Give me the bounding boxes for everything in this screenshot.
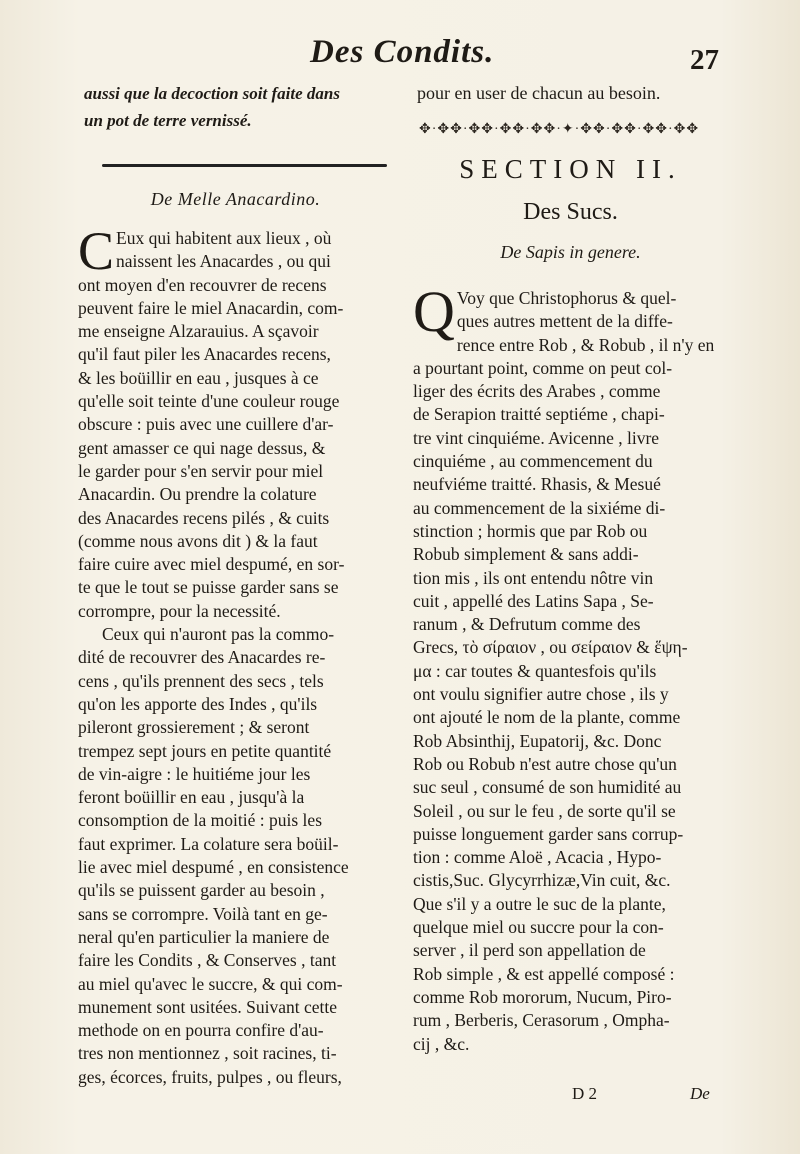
text-line: qu'il faut piler les Anacardes recens, — [78, 344, 331, 365]
signature-mark: D 2 — [572, 1084, 598, 1103]
text-line: sans se corrompre. Voilà tant en ge- — [78, 903, 328, 924]
text-line: munement sont usitées. Suivant cette — [78, 996, 338, 1017]
subheading-sapis-in-genere: De Sapis in genere. — [500, 242, 641, 262]
continuation-line: un pot de terre vernissé. — [84, 111, 252, 130]
text-line: ques autres mettent de la diffe- — [456, 311, 673, 332]
text-line: stinction ; hormis que par Rob ou — [413, 520, 648, 541]
text-line: Rob simple , & est appellé composé : — [413, 963, 675, 984]
text-line: pileront grossierement ; & seront — [78, 717, 310, 738]
text-line: tion : comme Aloë , Acacia , Hypo- — [413, 847, 662, 868]
text-line: des Anacardes recens pilés , & cuits — [78, 507, 330, 528]
text-line: liger des écrits des Arabes , comme — [413, 381, 661, 402]
text-line: neufviéme traitté. Rhasis, & Mesué — [413, 474, 661, 495]
text-line: faut exprimer. La colature sera boüil- — [78, 833, 339, 854]
text-line: qu'ils se puissent garder au besoin , — [78, 880, 325, 901]
text-line: tion mis , ils ont entendu nôtre vin — [413, 567, 654, 588]
text-line: cuit , appellé des Latins Sapa , Se- — [413, 590, 654, 611]
section-subtitle: Des Sucs. — [523, 199, 618, 225]
text-line: server , il perd son appellation de — [413, 940, 646, 961]
text-line: Eux qui habitent aux lieux , où — [116, 228, 332, 248]
ornamental-band: ✥·✥✥·✥✥·✥✥·✥✥·✦·✥✥·✥✥·✥✥·✥✥ — [419, 122, 700, 137]
continuation-line: aussi que la decoction soit faite dans — [84, 84, 340, 103]
text-line: te que le tout se puisse garder sans se — [78, 577, 339, 598]
text-line: Ceux qui n'auront pas la commo- — [102, 624, 335, 645]
right-column — [413, 80, 728, 1056]
text-line: Grecs, τὸ σίραιον , ou σείραιον & ἕψη- — [413, 637, 688, 658]
paragraph-rob-robub — [413, 279, 728, 1056]
text-line: dité de recouvrer des Anacardes re- — [78, 647, 326, 668]
text-line: cistis,Suc. Glycyrrhizæ,Vin cuit, &c. — [413, 870, 671, 891]
text-line: me enseigne Alzarauius. A sçavoir — [78, 321, 319, 342]
text-line: qu'on les apporte des Indes , qu'ils — [78, 693, 318, 714]
continuation-text: pour en user de chacun au besoin. — [417, 83, 661, 103]
text-line: rum , Berberis, Cerasorum , Ompha- — [413, 1010, 670, 1031]
text-line: a pourtant point, comme on peut col- — [413, 357, 673, 378]
text-line: methode on en pourra confire d'au- — [78, 1020, 324, 1041]
drop-cap: C — [78, 221, 115, 281]
text-line: tre vint cinquiéme. Avicenne , livre — [413, 427, 660, 448]
text-line: rence entre Rob , & Robub , il n'y en — [456, 334, 715, 355]
text-line: obscure : puis avec une cuillere d'ar- — [78, 414, 334, 435]
text-line: peuvent faire le miel Anacardin, com- — [78, 297, 344, 318]
text-line: qu'elle soit teinte d'une couleur rouge — [78, 391, 340, 412]
running-head: Des Condits. — [310, 34, 495, 70]
text-line: lie avec miel despumé , en consistence — [78, 857, 349, 878]
text-line: Que s'il y a outre le suc de la plante, — [413, 893, 666, 914]
paragraph-anacardes-secs — [78, 623, 393, 1089]
text-line: ges, écorces, fruits, pulpes , ou fleurs, — [78, 1066, 342, 1087]
text-line: suc seul , consumé de son humidité au — [413, 777, 682, 798]
text-line: le garder pour s'en servir pour miel — [78, 460, 324, 481]
text-line: ont moyen d'en recouvrer de recens — [78, 274, 327, 295]
text-line: quelque miel ou succre pour la con- — [413, 917, 664, 938]
text-line: neral qu'en particulier la maniere de — [78, 926, 330, 947]
text-line: Anacardin. Ou prendre la colature — [78, 484, 317, 505]
text-line: au commencement de la sixiéme di- — [413, 497, 666, 518]
text-line: Rob ou Robub n'est autre chose qu'un — [413, 753, 677, 774]
left-column — [78, 80, 393, 1089]
catchword: De — [690, 1084, 710, 1103]
paragraph-miel-anacardin — [78, 221, 393, 623]
text-line: ont ajouté le nom de la plante, comme — [413, 707, 681, 728]
text-line: au miel qu'avec le succre, & qui com- — [78, 973, 343, 994]
continuation-text — [78, 80, 393, 134]
section-title: SECTION II. — [459, 154, 682, 184]
page-header — [0, 34, 800, 80]
section-divider-rule — [102, 164, 387, 167]
text-line: trempez sept jours en petite quantité — [78, 740, 332, 761]
text-line: de vin-aigre : le huitiéme jour les — [78, 763, 311, 784]
text-line: tres non mentionnez , soit racines, ti- — [78, 1043, 337, 1064]
text-line: ont voulu signifier autre chose , ils y — [413, 684, 669, 705]
drop-cap: Q — [413, 279, 455, 344]
text-line: gent amasser ce qui nage dessus, & — [78, 437, 326, 458]
text-line: cij , &c. — [413, 1033, 470, 1054]
text-line: naissent les Anacardes , ou qui — [116, 251, 331, 272]
subheading-melle-anacardino: De Melle Anacardino. — [150, 189, 321, 209]
text-line: faire cuire avec miel despumé, en sor- — [78, 554, 345, 575]
text-line: de Serapion traitté septiéme , chapi- — [413, 404, 665, 425]
text-line: μα : car toutes & quantesfois qu'ils — [413, 660, 657, 681]
text-line: faire les Condits , & Conserves , tant — [78, 950, 337, 971]
text-line: corrompre, pour la necessité. — [78, 600, 281, 621]
text-line: (comme nous avons dit ) & la faut — [78, 530, 318, 551]
text-line: cens , qu'ils prennent des secs , tels — [78, 670, 324, 691]
text-line: Voy que Christophorus & quel- — [456, 288, 677, 308]
text-line: consomption de la moitié : puis les — [78, 810, 323, 831]
text-line: Rob Absinthij, Eupatorij, &c. Donc — [413, 730, 662, 751]
text-line: ranum , & Defrutum comme des — [413, 614, 641, 635]
text-line: puisse longuement garder sans corrup- — [413, 823, 684, 844]
text-line: cinquiéme , au commencement du — [413, 451, 653, 472]
text-line: & les boüillir en eau , jusques à ce — [78, 367, 319, 388]
text-line: comme Rob mororum, Nucum, Piro- — [413, 986, 672, 1007]
text-line: feront boüillir en eau , jusqu'à la — [78, 787, 305, 808]
text-line: Soleil , ou sur le feu , de sorte qu'il se — [413, 800, 676, 821]
text-line: Robub simplement & sans addi- — [413, 544, 639, 565]
page-number: 27 — [690, 44, 719, 76]
